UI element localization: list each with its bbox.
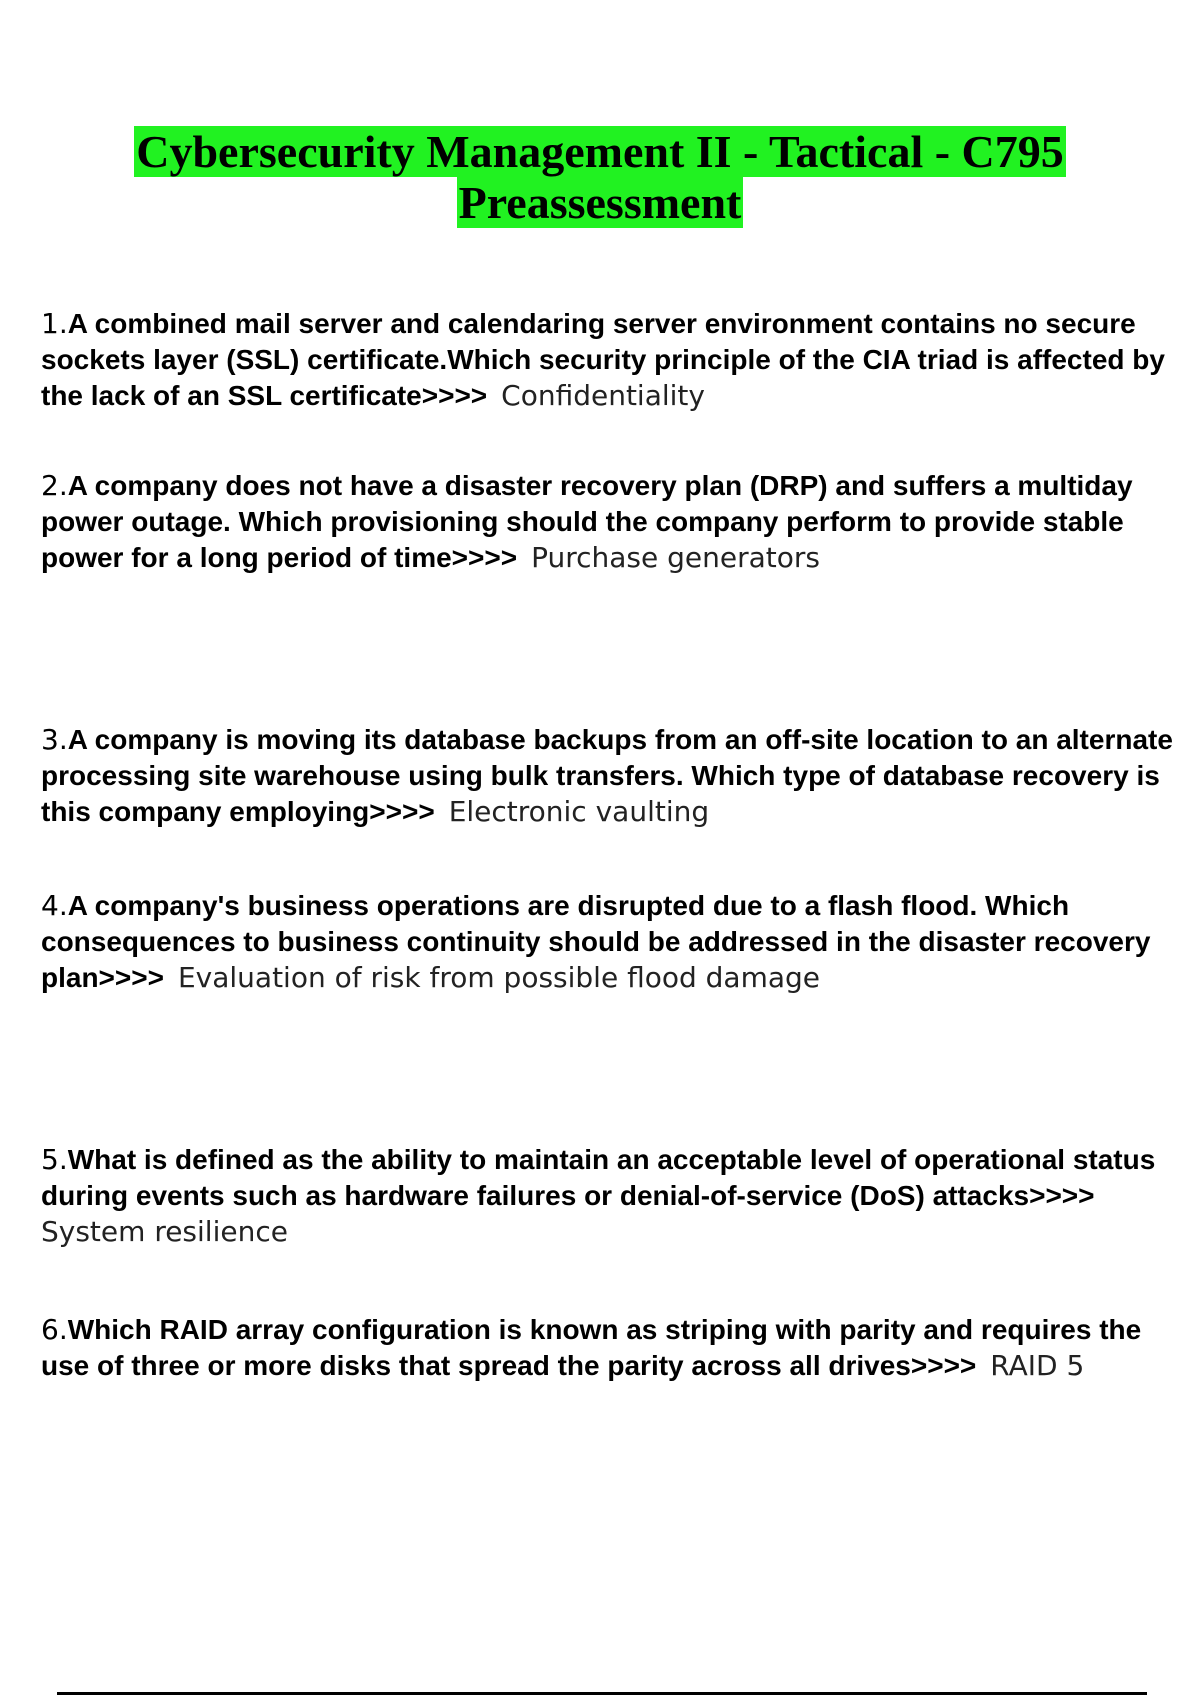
question-text: A company is moving its database backups from an off-site location to an alternate processing site warehouse using bulk transfers. Which type of database recovery is this company employing>>>> — [41, 724, 1173, 827]
footer-divider — [57, 1692, 1147, 1695]
question-item — [41, 1312, 1181, 1384]
question-text: A combined mail server and calendaring server environment contains no secure sockets layer (SSL) certificate.Which security principle of the CIA triad is affected by the lack of an SSL certificate>>>> — [41, 308, 1165, 411]
answer-text: Electronic vaulting — [448, 795, 710, 828]
title-line-1: Cybersecurity Management II - Tactical - C795 — [136, 126, 1064, 177]
question-number: 2. — [41, 469, 68, 502]
question-text: A company's business operations are disrupted due to a flash flood. Which consequences to business continuity should be addressed in the disaster recovery plan>>>> — [41, 890, 1151, 993]
question-item — [41, 1142, 1181, 1250]
question-number: 1. — [41, 307, 68, 340]
question-text: What is defined as the ability to maintain an acceptable level of operational status during events such as hardware failures or denial-of-service (DoS) attacks>>>> — [41, 1144, 1156, 1211]
answer-text: RAID 5 — [990, 1349, 1085, 1382]
answer-text: Purchase generators — [531, 541, 820, 574]
answer-text: Confidentiality — [501, 379, 705, 412]
question-number: 3. — [41, 723, 68, 756]
question-number: 5. — [41, 1143, 68, 1176]
question-text: A company does not have a disaster recovery plan (DRP) and suffers a multiday power outage. Which provisioning should the company perform to provide stable power for a long period of time>>>> — [41, 470, 1133, 573]
answer-text: Evaluation of risk from possible flood damage — [177, 961, 821, 994]
question-item — [41, 306, 1181, 414]
question-text: Which RAID array configuration is known as striping with parity and requires the use of three or more disks that spread the parity across all drives>>>> — [41, 1314, 1142, 1381]
question-item — [41, 722, 1181, 830]
question-item — [41, 468, 1181, 576]
title-line-2: Preassessment — [458, 177, 742, 228]
question-number: 4. — [41, 889, 68, 922]
question-number: 6. — [41, 1313, 68, 1346]
answer-text: System resilience — [41, 1215, 288, 1248]
document-title — [0, 126, 1200, 228]
question-item — [41, 888, 1181, 996]
